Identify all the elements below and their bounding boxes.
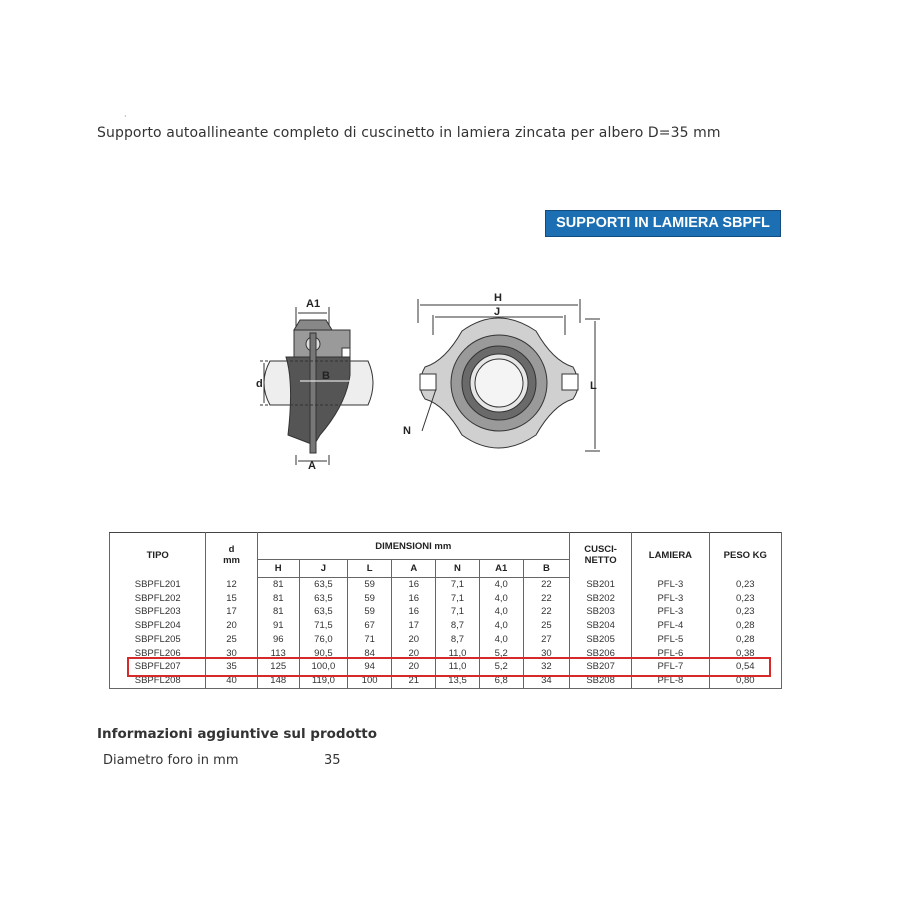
table-cell: 59 bbox=[348, 592, 392, 606]
table-cell: 5,2 bbox=[479, 647, 523, 661]
table-cell: SBPFL207 bbox=[110, 660, 206, 674]
table-cell: 34 bbox=[523, 674, 569, 688]
table-cell: 8,7 bbox=[436, 633, 479, 647]
table-cell: 148 bbox=[257, 674, 299, 688]
table-cell: 12 bbox=[206, 578, 257, 592]
header-d bbox=[206, 533, 257, 578]
table-cell: 22 bbox=[523, 578, 569, 592]
table-cell: 20 bbox=[206, 619, 257, 633]
table-cell: SB205 bbox=[569, 633, 631, 647]
table-cell: 20 bbox=[392, 633, 436, 647]
table-cell: 125 bbox=[257, 660, 299, 674]
table-cell: 20 bbox=[392, 647, 436, 661]
header-tipo: TIPO bbox=[110, 533, 206, 578]
table-cell: 32 bbox=[523, 660, 569, 674]
table-cell: PFL-8 bbox=[632, 674, 709, 688]
table-cell: 63,5 bbox=[299, 578, 347, 592]
table-cell: SBPFL201 bbox=[110, 578, 206, 592]
table-cell: PFL-5 bbox=[632, 633, 709, 647]
table-cell: 21 bbox=[392, 674, 436, 688]
table-row bbox=[110, 660, 782, 674]
table-cell: 5,2 bbox=[479, 660, 523, 674]
table-cell: 113 bbox=[257, 647, 299, 661]
table-cell: 27 bbox=[523, 633, 569, 647]
table-cell: 13,5 bbox=[436, 674, 479, 688]
table-cell: SB208 bbox=[569, 674, 631, 688]
table-cell: 17 bbox=[206, 605, 257, 619]
sub-header-a1: A1 bbox=[479, 560, 523, 578]
table-row bbox=[110, 647, 782, 661]
table-cell: 16 bbox=[392, 578, 436, 592]
sub-header-n: N bbox=[436, 560, 479, 578]
table-cell: 11,0 bbox=[436, 647, 479, 661]
table-row bbox=[110, 674, 782, 688]
table-cell: SB201 bbox=[569, 578, 631, 592]
series-banner: SUPPORTI IN LAMIERA SBPFL bbox=[545, 210, 781, 237]
table-cell: 16 bbox=[392, 592, 436, 606]
table-cell: 100 bbox=[348, 674, 392, 688]
table-cell: PFL-3 bbox=[632, 578, 709, 592]
sub-header-a: A bbox=[392, 560, 436, 578]
table-cell: 22 bbox=[523, 605, 569, 619]
label-h: H bbox=[494, 292, 502, 304]
table-cell: 81 bbox=[257, 605, 299, 619]
table-cell: 35 bbox=[206, 660, 257, 674]
table-cell: 119,0 bbox=[299, 674, 347, 688]
table-cell: 59 bbox=[348, 605, 392, 619]
table-cell: PFL-6 bbox=[632, 647, 709, 661]
table-cell: 100,0 bbox=[299, 660, 347, 674]
table-cell: 6,8 bbox=[479, 674, 523, 688]
info-label: Diametro foro in mm bbox=[103, 753, 239, 768]
table-cell: SBPFL202 bbox=[110, 592, 206, 606]
sub-header-l: L bbox=[348, 560, 392, 578]
table-cell: 4,0 bbox=[479, 592, 523, 606]
table-row bbox=[110, 605, 782, 619]
table-cell: 15 bbox=[206, 592, 257, 606]
header-dimensioni: DIMENSIONI mm bbox=[257, 533, 569, 560]
table-row bbox=[110, 592, 782, 606]
table-cell: 0,23 bbox=[709, 592, 781, 606]
decorative-dot: · bbox=[124, 112, 127, 121]
table-cell: 76,0 bbox=[299, 633, 347, 647]
table-cell: 63,5 bbox=[299, 592, 347, 606]
label-l: L bbox=[590, 380, 597, 392]
table-cell: 7,1 bbox=[436, 605, 479, 619]
table-cell: SBPFL205 bbox=[110, 633, 206, 647]
table-cell: 71 bbox=[348, 633, 392, 647]
table-cell: SBPFL208 bbox=[110, 674, 206, 688]
table-cell: 71,5 bbox=[299, 619, 347, 633]
table-cell: 4,0 bbox=[479, 605, 523, 619]
label-n: N bbox=[403, 425, 411, 437]
table-cell: 81 bbox=[257, 578, 299, 592]
table-cell: SBPFL204 bbox=[110, 619, 206, 633]
table-cell: 0,23 bbox=[709, 578, 781, 592]
table-cell: SBPFL206 bbox=[110, 647, 206, 661]
sub-header-b: B bbox=[523, 560, 569, 578]
table-cell: 25 bbox=[523, 619, 569, 633]
side-view bbox=[260, 307, 373, 465]
header-d-label: d bbox=[228, 544, 235, 556]
label-a: A bbox=[308, 460, 316, 472]
label-a1: A1 bbox=[306, 298, 321, 310]
table-cell: 30 bbox=[523, 647, 569, 661]
label-j: J bbox=[494, 306, 501, 318]
label-b: B bbox=[322, 370, 330, 382]
table-cell: 20 bbox=[392, 660, 436, 674]
table-cell: 25 bbox=[206, 633, 257, 647]
table-cell: SB204 bbox=[569, 619, 631, 633]
front-view bbox=[418, 299, 600, 451]
header-lamiera: LAMIERA bbox=[632, 533, 709, 578]
sub-header-j: J bbox=[299, 560, 347, 578]
table-cell: 8,7 bbox=[436, 619, 479, 633]
header-d-unit: mm bbox=[223, 555, 240, 567]
table-cell: 11,0 bbox=[436, 660, 479, 674]
header-peso: PESO KG bbox=[709, 533, 781, 578]
table-cell: SBPFL203 bbox=[110, 605, 206, 619]
header-cuscinetto: CUSCI- NETTO bbox=[569, 533, 631, 578]
table-cell: 59 bbox=[348, 578, 392, 592]
table-cell: 0,28 bbox=[709, 633, 781, 647]
label-d: d bbox=[256, 378, 263, 390]
table-cell: SB206 bbox=[569, 647, 631, 661]
table-cell: 4,0 bbox=[479, 578, 523, 592]
table-row bbox=[110, 619, 782, 633]
table-cell: PFL-4 bbox=[632, 619, 709, 633]
specs-table-body bbox=[110, 578, 782, 689]
table-cell: 0,54 bbox=[709, 660, 781, 674]
table-cell: 7,1 bbox=[436, 578, 479, 592]
table-cell: 84 bbox=[348, 647, 392, 661]
info-title: Informazioni aggiuntive sul prodotto bbox=[97, 726, 378, 742]
table-cell: 4,0 bbox=[479, 633, 523, 647]
table-row bbox=[110, 578, 782, 592]
table-cell: 94 bbox=[348, 660, 392, 674]
sub-header-h: H bbox=[257, 560, 299, 578]
table-cell: PFL-3 bbox=[632, 592, 709, 606]
table-cell: 7,1 bbox=[436, 592, 479, 606]
table-cell: 22 bbox=[523, 592, 569, 606]
table-row bbox=[110, 633, 782, 647]
table-cell: SB203 bbox=[569, 605, 631, 619]
table-cell: 67 bbox=[348, 619, 392, 633]
table-cell: PFL-3 bbox=[632, 605, 709, 619]
table-cell: 30 bbox=[206, 647, 257, 661]
table-cell: 0,28 bbox=[709, 619, 781, 633]
table-cell: 0,23 bbox=[709, 605, 781, 619]
info-value: 35 bbox=[324, 753, 341, 768]
table-cell: 0,80 bbox=[709, 674, 781, 688]
table-cell: SB207 bbox=[569, 660, 631, 674]
table-cell: 16 bbox=[392, 605, 436, 619]
table-cell: 91 bbox=[257, 619, 299, 633]
table-cell: 81 bbox=[257, 592, 299, 606]
technical-drawing bbox=[250, 285, 610, 475]
specs-table bbox=[109, 532, 782, 689]
table-cell: 0,38 bbox=[709, 647, 781, 661]
table-cell: 17 bbox=[392, 619, 436, 633]
table-cell: 63,5 bbox=[299, 605, 347, 619]
table-cell: PFL-7 bbox=[632, 660, 709, 674]
product-description: Supporto autoallineante completo di cuscinetto in lamiera zincata per albero D=35 mm bbox=[97, 125, 721, 141]
table-cell: SB202 bbox=[569, 592, 631, 606]
table-cell: 90,5 bbox=[299, 647, 347, 661]
table-cell: 96 bbox=[257, 633, 299, 647]
table-cell: 40 bbox=[206, 674, 257, 688]
table-cell: 4,0 bbox=[479, 619, 523, 633]
